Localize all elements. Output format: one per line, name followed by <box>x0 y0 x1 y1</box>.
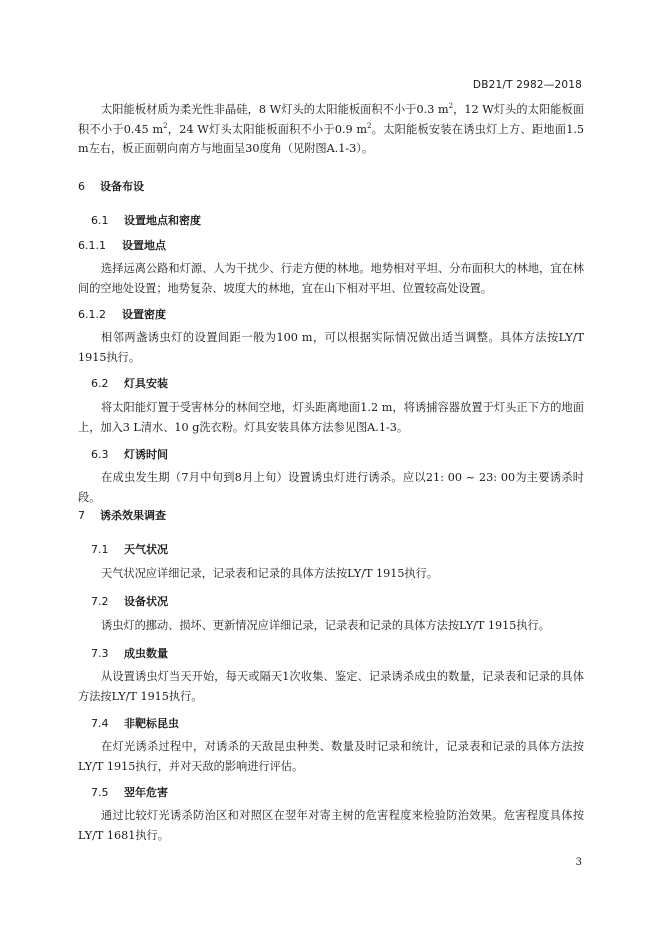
section-7-3-text: 从设置诱虫灯当天开始，每天或隔天1次收集、鉴定、记录诱杀成虫的数量，记录表和记录的具体方法按LY/T 1915执行。 <box>78 670 584 703</box>
section-6-1-heading: 6.1 设置地点和密度 <box>91 214 201 227</box>
section-7-2-text: 诱虫灯的挪动、损坏、更新情况应详细记录，记录表和记录的具体方法按LY/T 1915执行。 <box>101 619 550 632</box>
section-6-2-heading: 6.2 灯具安装 <box>91 377 168 390</box>
superscript-2: 2 <box>367 121 372 130</box>
superscript-2: 2 <box>448 102 454 110</box>
section-6-3-text: 在成虫发生期（7月中旬到8月上旬）设置诱虫灯进行诱杀。应以21: 00 ~ 23: 00为主要诱杀时段。 <box>78 471 584 504</box>
section-7-4-text: 在灯光诱杀过程中，对诱杀的天敌昆虫种类、数量及时记录和统计，记录表和记录的具体方法按LY/T 1915执行，并对天敌的影响进行评估。 <box>78 740 584 773</box>
section-7-1-text: 天气状况应详细记录，记录表和记录的具体方法按LY/T 1915执行。 <box>101 567 439 580</box>
section-7-heading: 7 诱杀效果调查 <box>78 509 166 522</box>
section-6-heading: 6 设备布设 <box>78 180 144 193</box>
section-7-5-heading: 7.5 翌年危害 <box>91 786 168 799</box>
section-6-1-1-text: 选择远离公路和灯源、人为干扰少、行走方便的林地。地势相对平坦、分布面积大的林地，宜在林间的空地处设置；地势复杂、坡度大的林地，宜在山下相对平坦、位置较高处设置。 <box>78 262 584 295</box>
section-6-1-2-heading: 6.1.2 设置密度 <box>78 308 166 321</box>
page-number: 3 <box>575 857 582 868</box>
section-6-1-2-text: 相邻两盏诱虫灯的设置间距一般为100 m，可以根据实际情况做出适当调整。具体方法按LY/T 1915执行。 <box>78 331 584 364</box>
section-7-4-heading: 7.4 非靶标昆虫 <box>91 717 179 730</box>
standard-number: DB21/T 2982—2018 <box>472 79 582 91</box>
intro-paragraph: 太阳能板材质为柔光性非晶硅，8 W灯头的太阳能板面积不小于0.3 $m^2$，12 W灯头的太阳能板面积不小于0.45 $m^2$，24 W灯头太阳能板面积不小于0.9 $m^2$。太阳能板安装在诱虫灯上方、距地面1.5 m左右，板正面朝向南方与地面呈30度角（见附图A.1-3）。 <box>78 102 584 155</box>
section-6-1-1-heading: 6.1.1 设置地点 <box>78 239 166 252</box>
section-7-5-text: 通过比较灯光诱杀防治区和对照区在翌年对寄主树的危害程度来检验防治效果。危害程度具体按LY/T 1681执行。 <box>78 809 584 842</box>
section-6-3-heading: 6.3 灯诱时间 <box>91 448 168 461</box>
section-6-2-text: 将太阳能灯置于受害林分的林间空地，灯头距离地面1.2 m，将诱捕容器放置于灯头正下方的地面上，加入3 L清水、10 g洗衣粉。灯具安装具体方法参见图A.1-3。 <box>78 401 584 434</box>
section-7-3-heading: 7.3 成虫数量 <box>91 647 168 660</box>
section-7-2-heading: 7.2 设备状况 <box>91 595 168 608</box>
superscript-2: 2 <box>163 121 168 130</box>
section-7-1-heading: 7.1 天气状况 <box>91 543 168 556</box>
